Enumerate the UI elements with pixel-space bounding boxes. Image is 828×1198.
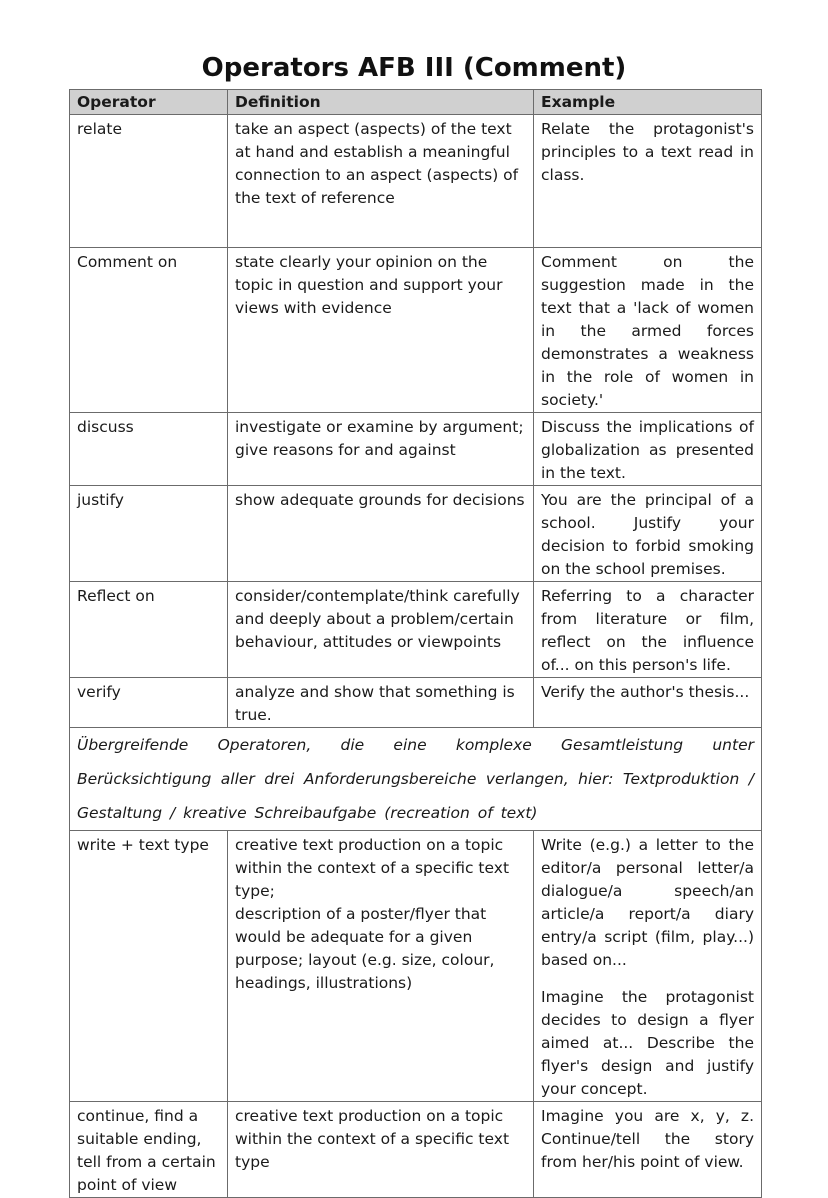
definition-cell: show adequate grounds for decisions (228, 486, 534, 582)
header-definition: Definition (228, 90, 534, 115)
table-header-row (70, 90, 762, 115)
operator-cell: discuss (70, 413, 228, 486)
definition-cell: state clearly your opinion on the topic in question and support your views with evidence (228, 248, 534, 413)
table-row (70, 678, 762, 728)
table-row (70, 486, 762, 582)
overarching-note-row (70, 728, 762, 831)
page-title: Operators AFB III (Comment) (201, 53, 627, 83)
operator-cell: relate (70, 115, 228, 248)
operator-cell: write + text type (70, 831, 228, 1102)
overarching-note: Übergreifende Operatoren, die eine komplexe Gesamtleistung unter Berücksichtigung aller drei Anforderungsbereiche verlangen, hier: Textproduktion / Gestaltung / kreative Schreibaufgabe (recreation of text) (70, 728, 762, 831)
example-cell: Relate the protagonist's principles to a text read in class. (534, 115, 762, 248)
definition-cell: creative text production on a topic within the context of a specific text type (228, 1102, 534, 1198)
header-operator: Operator (70, 90, 228, 115)
example-cell: Verify the author's thesis... (534, 678, 762, 728)
example-cell: You are the principal of a school. Justify your decision to forbid smoking on the school premises. (534, 486, 762, 582)
example-text-2: Imagine the protagonist decides to design a flyer aimed at... Describe the flyer's design and justify your concept. (541, 988, 754, 1098)
definition-cell: creative text production on a topic within the context of a specific text type; description of a poster/flyer that would be adequate for a given purpose; layout (e.g. size, colour, headings, illustrations) (228, 831, 534, 1102)
operator-cell: continue, find a suitable ending, tell from a certain point of view (70, 1102, 228, 1198)
definition-cell: take an aspect (aspects) of the text at hand and establish a meaningful connection to an aspect (aspects) of the text of reference (228, 115, 534, 248)
operator-cell: verify (70, 678, 228, 728)
example-cell: Referring to a character from literature or film, reflect on the influence of... on this person's life. (534, 582, 762, 678)
table-row (70, 1102, 762, 1198)
example-cell: Comment on the suggestion made in the text that a 'lack of women in the armed forces demonstrates a weakness in the role of women in society.' (534, 248, 762, 413)
table-row (70, 413, 762, 486)
operators-table (69, 89, 762, 1198)
table-row (70, 248, 762, 413)
example-text: Write (e.g.) a letter to the editor/a personal letter/a dialogue/a speech/an article/a report/a diary entry/a script (film, play...) based on... (541, 836, 754, 969)
table-row (70, 115, 762, 248)
example-cell: Discuss the implications of globalization as presented in the text. (534, 413, 762, 486)
definition-cell: investigate or examine by argument; give reasons for and against (228, 413, 534, 486)
operator-cell: Comment on (70, 248, 228, 413)
example-cell: Imagine you are x, y, z. Continue/tell the story from her/his point of view. (534, 1102, 762, 1198)
example-cell (534, 831, 762, 1102)
table-row (70, 831, 762, 1102)
definition-cell: analyze and show that something is true. (228, 678, 534, 728)
definition-cell: consider/contemplate/think carefully and deeply about a problem/certain behaviour, attitudes or viewpoints (228, 582, 534, 678)
header-example: Example (534, 90, 762, 115)
operator-cell: Reflect on (70, 582, 228, 678)
operator-cell: justify (70, 486, 228, 582)
table-row (70, 582, 762, 678)
